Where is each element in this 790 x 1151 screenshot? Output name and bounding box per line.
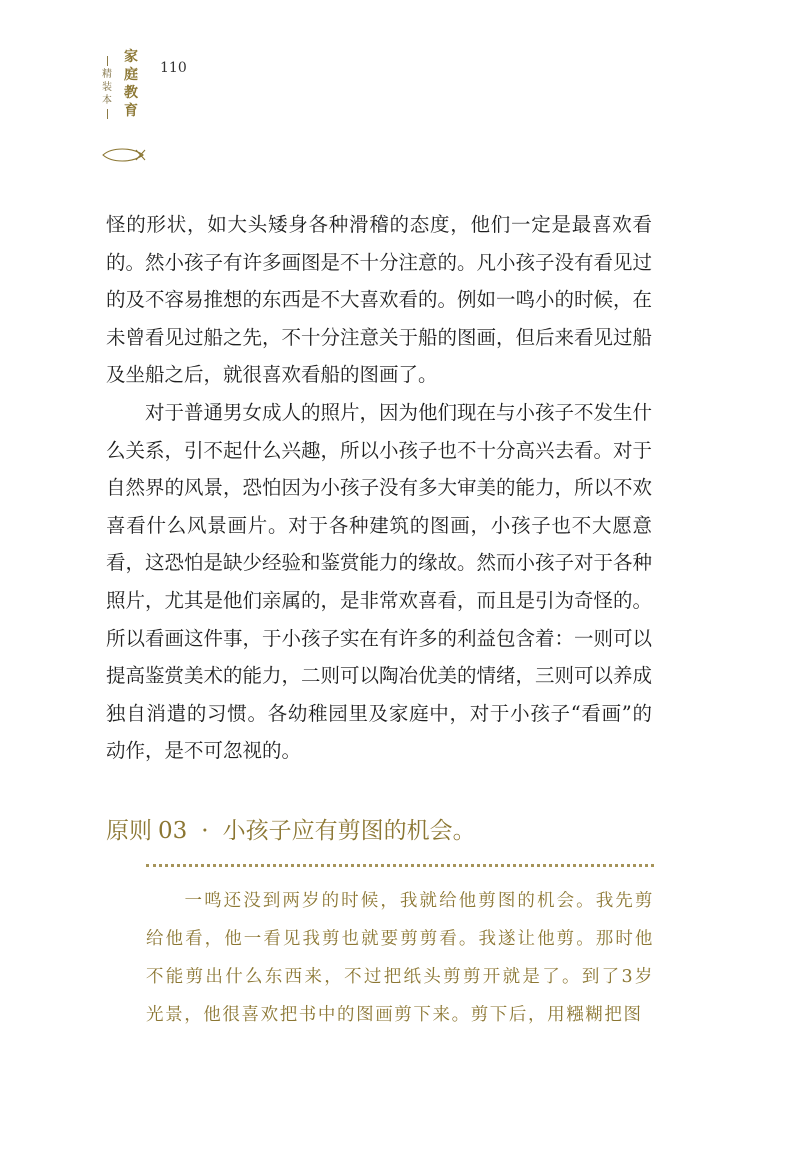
series-char: 教 [124,85,138,101]
divider [107,56,108,66]
page-number: 110 [160,60,187,76]
paragraph: 对于普通男女成人的照片，因为他们现在与小孩子不发生什么关系，引不起什么兴趣，所以小孩子也不十分高兴去看。对于自然界的风景，恐怕因为小孩子没有多大审美的能力，所以不欢喜看什么风景画片。对于各种建筑的图画，小孩子也不大愿意看，这恐怕是缺少经验和鉴赏能力的缘故。然而小孩子对于各种照片，尤其是他们亲属的，是非常欢喜看，而且是引为奇怪的。所以看画这件事，于小孩子实在有许多的利益包含着：一则可以提高鉴赏美术的能力，二则可以陶冶优美的情绪，三则可以养成独自消遣的习惯。各幼稚园里及家庭中，对于小孩子“看画”的动作，是不可忽视的。 [106,400,653,763]
edition-char: 装 [102,82,112,93]
principle-label: 原则 [106,818,152,844]
principle-separator: · [201,818,209,844]
body-text [106,206,652,770]
edition-char: 精 [102,69,112,80]
paragraph: 怪的形状，如大头矮身各种滑稽的态度，他们一定是最喜欢看的。然小孩子有许多画图是不十分注意的。凡小孩子没有看见过的及不容易推想的东西是不大喜欢看的。例如一鸣小的时候，在未曾看见过船之先，不十分注意关于船的图画，但后来看见过船及坐船之后，就很喜欢看船的图画了。 [106,213,653,387]
ornament-icon [102,148,146,162]
series-char: 家 [124,49,138,65]
quote-text: 一鸣还没到两岁的时候，我就给他剪图的机会。我先剪给他看，他一看见我剪也就要剪剪看。我遂让他剪。那时他不能剪出什么东西来，不过把纸头剪剪开就是了。到了3岁光景，他很喜欢把书中的图画剪下来。剪下后，用糨糊把图 [146,891,654,1025]
series-char: 育 [124,103,138,119]
principle-heading [106,812,666,845]
page-header [102,48,222,168]
series-title [124,48,138,120]
edition-char: 本 [102,95,112,106]
edition-label [102,54,112,121]
principle-title: 小孩子应有剪图的机会。 [222,818,476,844]
divider [107,109,108,119]
dotted-divider [146,864,654,867]
series-char: 庭 [124,67,138,83]
principle-number: 03 [158,818,188,844]
